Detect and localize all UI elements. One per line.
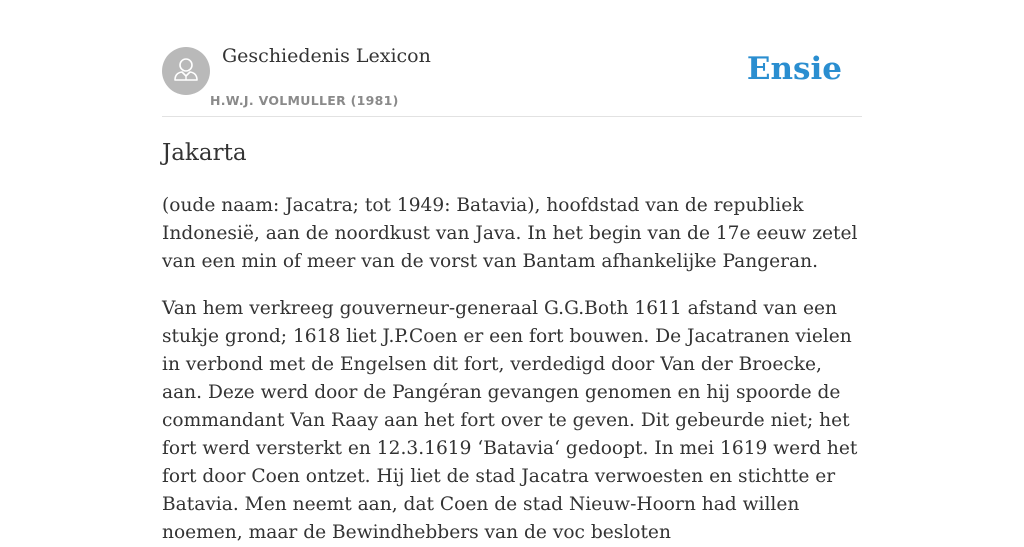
- article-title: Jakarta: [162, 140, 247, 166]
- author-credit[interactable]: H.W.J. VOLMULLER (1981): [210, 93, 399, 108]
- page-container: [162, 0, 862, 543]
- lexicon-name-link[interactable]: Geschiedenis Lexicon: [222, 45, 431, 67]
- article-paragraph-1: (oude naam: Jacatra; tot 1949: Batavia), hoofdstad van de republiek Indonesië, aan de noordkust van Java. In het begin van de 17e eeuw zetel van een min of meer van de vorst van Bantam afhankelijke Pangeran.: [162, 195, 858, 272]
- ensie-logo[interactable]: Ensie: [746, 51, 842, 87]
- user-avatar-icon[interactable]: [162, 47, 210, 95]
- article-paragraph-2: Van hem verkreeg gouverneur-generaal G.G.Both 1611 afstand van een stukje grond; 1618 liet J.P.Coen er een fort bouwen. De Jacatranen vielen in verbond met de Engelsen dit fort, verdedigd door Van der Broecke, aan. Deze werd door de Pangéran gevangen genomen en hij spoorde de commandant Van Raay aan het fort over te geven. Dit gebeurde niet; het fort werd versterkt en 12.3.1619 ‘Batavia‘ gedoopt. In mei 1619 werd het fort door Coen ontzet. Hij liet de stad Jacatra verwoesten en stichtte er Batavia. Men neemt aan, dat Coen de stad Nieuw-Hoorn had willen noemen, maar de Bewindhebbers van de voc besloten: [162, 298, 858, 543]
- header: [162, 0, 862, 117]
